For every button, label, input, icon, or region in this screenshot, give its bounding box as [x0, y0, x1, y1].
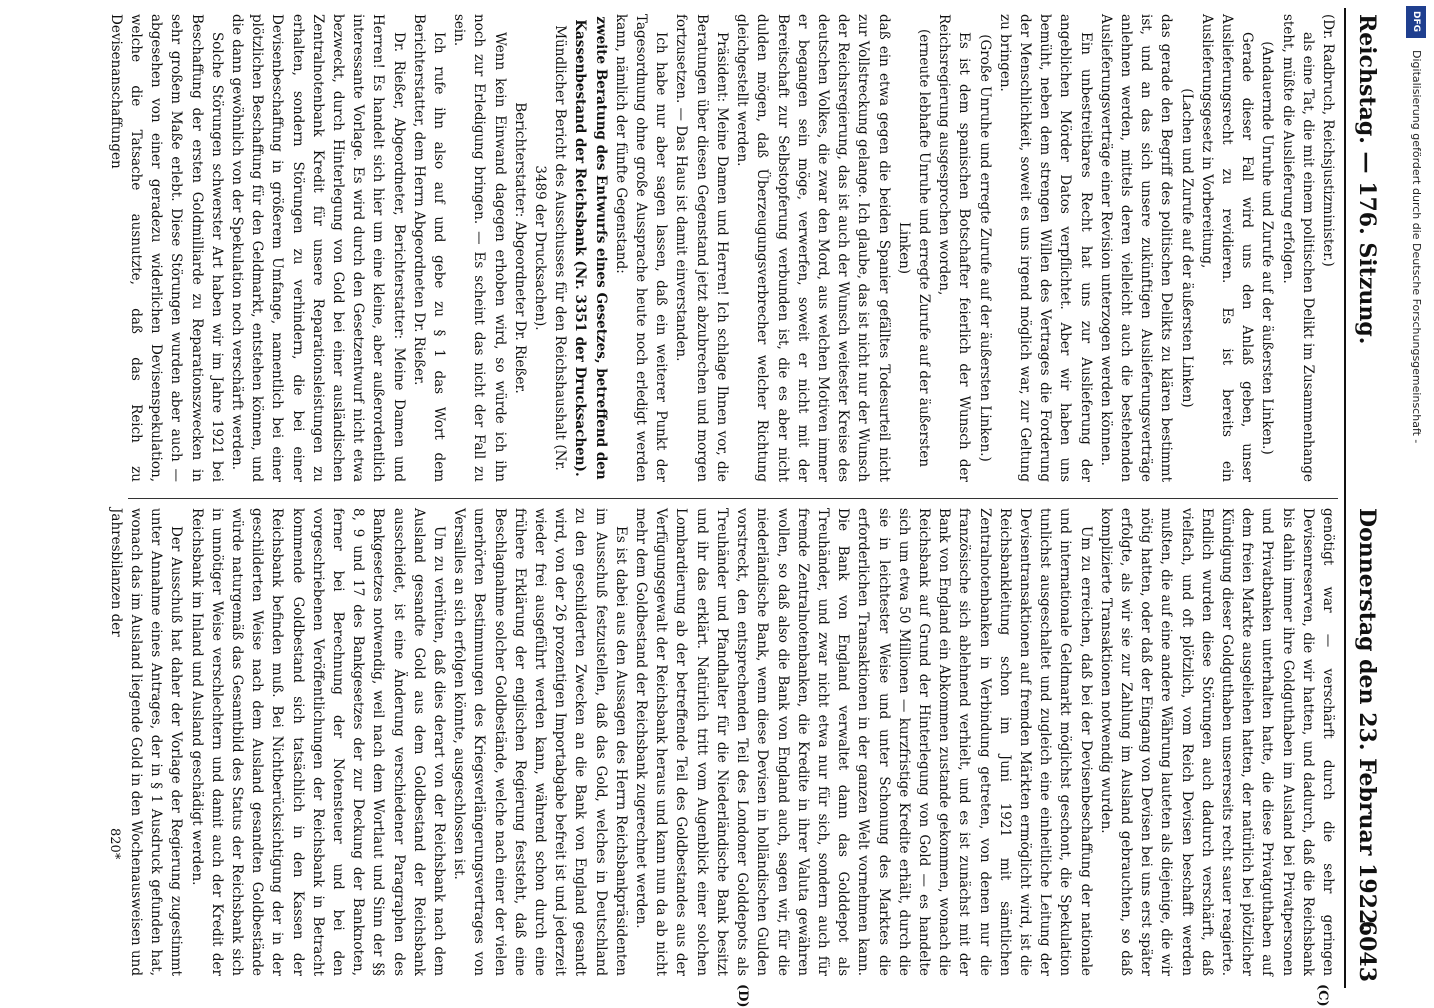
- paragraph: Um zu verhüten, daß dies derart von der Reichsbank nach dem Ausland gesandte Gold aus dem Goldbestand der Reichsbank ausscheidet, ist eine Änderung verschiedener Paragraphen des Bankgesetzes notwendig, weil nach dem Wortlaut und Sinn der §§ 8, 9 und 17 des Bankgesetzes der zur Deckung der Banknoten, ferner bei Berechnung der Notensteuer und bei den vorgeschriebenen Veröffentlichungen der Reichsbank in Betracht kommende Goldbestand sich tatsächlich in den Kassen der Reichsbank befinden muß. Bei Nichtberücksichtigung der in der geschilderten Weise nach dem Ausland gesandten Goldbestände würde naturgemäß das Gesamtbild des Status der Reichsbank sich in unnötiger Weise verschlechtern und damit auch der Kredit der Reichsbank im Inland und Ausland geschädigt werden.: [188, 508, 448, 976]
- paragraph: Es ist dabei aus den Aussagen des Herrn Reichsbankpräsidenten im Ausschuß festzustellen, daß das Gold, welches in Deutschland zu den geschilderten Zwecken an die Bank von England gesandt wird, von der 26 prozentigen Importabgabe befreit ist und jederzeit wieder frei ausgeführt werden kann, während schon durch eine frühere Erklärung der englischen Regierung feststeht, daß eine Beschlagnahme solcher Goldbestände, welche nach einer der vielen unerhörten Bestimmungen des Kriegsverlängerungsvertrages von Versailles an sich erfolgen könnte, ausgeschlossen ist.: [451, 508, 629, 976]
- digitization-credit: [1404, 6, 1428, 986]
- document-page: [90, 8, 1390, 1008]
- paragraph: das gerade den Begriff des politischen Delikts zu klären bestimmt ist, und an das sich unsere zukünftigen Auslieferungsverträge anlehnen werden, mittels deren vielleicht auch die bestehenden Auslieferungsverträge einer Revision unterzogen werden können.: [1097, 14, 1175, 482]
- paragraph: genötigt war — verschärft durch die sehr geringen Devisenreserven, die wir hatten, und dadurch, daß die Reichsbank bis dahin immer ihre Goldguthaben im Ausland bei Privatpersonen und Privatbanken unterhalten hatte, die diese Privatguthaben auf dem freien Markte ausgeliehen hatten, der natürlich bei plötzlicher Kündigung dieser Goldguthaben unsererseits recht sauer reagierte. Endlich wurden diese Störungen auch dadurch verschärft, daß vielfach, und oft plötzlich, vom Reich Devisen beschafft werden mußten, die auf eine andere Währung lauteten als diejenige, die wir nötig hatten, oder daß der Eingang von Devisen bei uns erst später erfolgte, als wir sie zur Zahlung im Ausland gebrauchten, so daß komplizierte Transaktionen notwendig wurden.: [1097, 508, 1336, 976]
- credit-text: Digitalisierung gefördert durch die Deutsche Forschungsgemeinschaft -: [1410, 50, 1423, 444]
- left-column: [107, 14, 1338, 482]
- paragraph: Ich habe nur aber sagen lassen, daß ein weiterer Punkt der Tagesordnung ohne große Aussprache heute noch erledigt werden kann, nämlich der fünfte Gegenstand:: [612, 14, 670, 482]
- column-rule: [128, 498, 1338, 499]
- paragraph: (Lachen und Zurufe auf der äußersten Linken): [1178, 88, 1195, 408]
- marker-d: (D): [735, 984, 750, 1008]
- paragraph: Ein unbestreitbares Recht hat uns zur Auslieferung der angeblichen Mörder Datos verpflichtet. Aber wir haben uns bemüht, neben dem strengen Willen des Vertrages die Forderung der Menschlichkeit, soweit es uns irgend möglich war, zur Geltung zu bringen.: [996, 14, 1094, 482]
- paragraph: Berichterstatter: Abgeordneter Dr. Rießer.: [511, 102, 528, 394]
- marker-c: (C): [1315, 984, 1330, 1007]
- paragraph: Gerade dieser Fall wird uns den Anlaß geben, unser Auslieferungsrecht zu revidieren. Es ist bereits ein Auslieferungsgesetz in Vorbereitung,: [1198, 14, 1256, 482]
- header-session: Reichstag. — 176. Sitzung.: [1354, 14, 1380, 345]
- paragraph: (erneute lebhafte Unruhe und erregte Zurufe auf der äußersten Linken): [895, 28, 932, 468]
- dfg-logo: DFG: [1406, 6, 1426, 38]
- paragraph: Solche Störungen schwerster Art haben wir im Jahre 1921 bei Beschaffung der ersten Goldmilliarde zu Reparationszwecken in sehr großem Maße erlebt. Diese Störungen wurden aber auch — abgesehen von einer geradezu widerlichen Devisenspekulation, welche die Tatsache ausnutzte, daß das Reich zu Devisenanschaffungen: [107, 14, 225, 482]
- paragraph: (Dr. Radbruch, Reichsjustizminister.): [1320, 14, 1336, 267]
- paragraph: Präsident: Meine Damen und Herren! Ich schlage Ihnen vor, die Beratungen über diesen Gegenstand jetzt abzubrechen und morgen fortzusetzen. — Das Haus ist damit einverstanden.: [673, 14, 730, 482]
- paragraph: zweite Beratung des Entwurfs eines Gesetzes, betreffend den Kassenbestand der Reichsbank (Nr. 3351 der Drucksachen).: [572, 16, 609, 480]
- paragraph: Mündlicher Bericht des Ausschusses für den Reichshaushalt (Nr. 3489 der Drucksachen).: [532, 25, 569, 471]
- paragraph: Der Ausschuß hat daher der Vorlage der Regierung zugestimmt unter Annahme eines Antrages, der in § 1 Ausdruck gefunden hat, wonach das im Ausland liegende Gold in den Wochenausweisen und Jahresbilanzen der: [107, 508, 185, 976]
- paragraph: daß ein etwa gegen die beiden Spanier gefälltes Todesurteil nicht zur Vollstreckung gelange. Ich glaube, das ist nicht nur der Wunsch der Reichsregierung, das ist auch der Wunsch weitester Kreise des deutschen Volkes, die zwar den Mord, aus welchen Motiven immer er begangen sein möge, verwerfen, soweit er nicht mit der Bereitschaft zur Selbstopferung verbunden ist, die es aber nicht dulden mögen, daß Überzeugungsverbrecher welcher Richtung gleichgestellt werden.: [734, 14, 892, 482]
- paragraph: als eine Tat, die mit einem politischen Delikt im Zusammenhange steht, müßte die Auslieferung erfolgen.: [1279, 14, 1316, 482]
- paragraph: Um zu erreichen, daß bei der Devisenbeschaffung der nationale und internationale Geldmarkt möglichst geschont, die Spekulation tunlichst ausgeschaltet und zugleich eine einheitliche Leitung der Devisentransaktionen auf fremden Märkten ermöglicht wird, ist die Reichsbankleitung schon im Juni 1921 mit sämtlichen Zentralnotenbanken in Verbindung getreten, von denen nur die französische sich ablehnend verhielt, und es ist zunächst mit der Bank von England ein Abkommen zustande gekommen, wonach die Reichsbank auf Grund der Hinterlegung von Gold — es handelte sich um etwa 50 Millionen — kurzfristige Kredite erhält, durch die sie in leichtester Weise und unter Schonung des Marktes die erforderlichen Transaktionen in der ganzen Welt vornehmen kann. Die Bank von England verwaltet dann das Golddepot als Treuhänder, und zwar nicht etwa nur für sich, sondern auch für fremde Zentralnotenbanken, die Kredite in ihrer Valuta gewähren wollen, so daß also die Bank von England auch, sagen wir, für die niederländische Bank, wenn diese Devisen in holländischen Gulden vorstreckt, den entsprechenden Teil des Londoner Golddepots als Treuhänder und Pfandhalter für die Niederländische Bank besitzt und ihr das erklärt. Natürlich tritt vom Augenblick einer solchen Lombardierung ab der betreffende Teil des Goldbestandes aus der Verfügungsgewalt der Reichsbank heraus und kann nun da ab nicht mehr dem Goldbestand der Reichsbank zugerechnet werden.: [633, 508, 1094, 976]
- page-number: 6043: [1354, 920, 1380, 982]
- paragraph: Es ist dem spanischen Botschafter feierlich der Wunsch der Reichsregierung ausgesprochen worden,: [936, 14, 973, 482]
- paragraph: (Andauernde Unruhe und Zurufe auf der äußersten Linken.): [1259, 41, 1276, 455]
- paragraph: Wenn kein Einwand dagegen erhoben wird, so würde ich ihn noch zur Erledigung bringen. — Es scheint das nicht der Fall zu sein.: [451, 14, 508, 482]
- paragraph: (Große Unruhe und erregte Zurufe auf der äußersten Linken.): [976, 34, 993, 462]
- page-header: [1344, 8, 1390, 988]
- header-date: Donnerstag den 23. Februar 1922.: [1354, 508, 1380, 932]
- paragraph: Dr. Rießer, Abgeordneter, Berichterstatter: Meine Damen und Herren! Es handelt sich hier um eine kleine, aber außerordentlich interessante Vorlage. Es wird durch den Gesetzentwurf nicht etwa bezweckt, durch Hinterlegung von Gold bei einer ausländischen Zentralnotenbank Kredit für unsere Reparationsleistungen zu erhalten, sondern Störungen zu verhindern, die bei einer Devisenbeschaffung in größerem Umfange, namentlich bei einer plötzlichen Beschaffung für den Geldmarkt, entstehen können, und die dann gewöhnlich von der Spekulation noch verschärft werden.: [229, 14, 407, 482]
- paragraph: Ich rufe ihn also auf und gebe zu § 1 das Wort dem Berichterstatter, dem Herrn Abgeordneten Dr. Rießer.: [410, 14, 448, 482]
- page-signature: 820*: [107, 828, 122, 860]
